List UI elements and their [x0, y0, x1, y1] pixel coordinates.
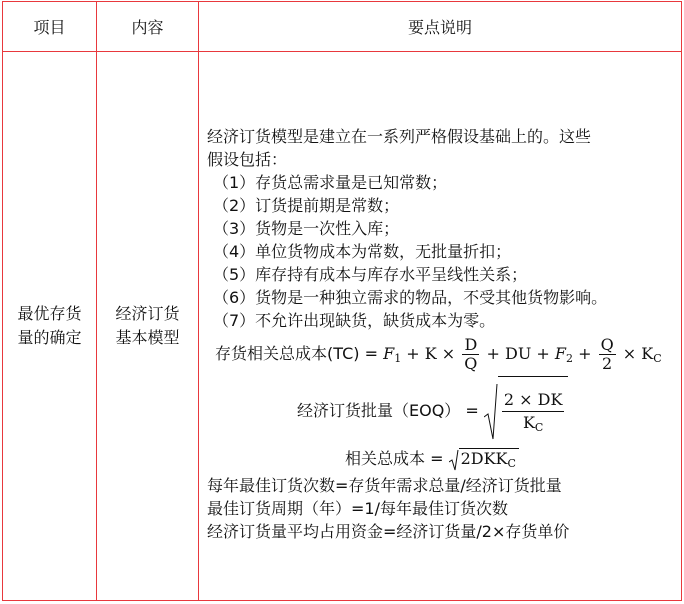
eoq-fraction	[502, 389, 565, 439]
eoq-label: 经济订货批量（EOQ） =	[297, 401, 484, 420]
note-line: 最佳订货周期（年）=1/每年最佳订货次数	[207, 499, 508, 518]
cell-content	[97, 52, 199, 601]
radical-sign-icon	[449, 449, 459, 471]
note-line: 经济订货量平均占用资金=经济订货量/2×存货单价	[207, 522, 570, 541]
frac-numerator: 2 × DK	[502, 389, 565, 412]
header-row	[3, 2, 682, 52]
eoq-table	[2, 1, 682, 601]
frac-denominator: Q	[464, 354, 478, 373]
assumption-5: （5）库存持有成本与库存水平呈线性关系；	[213, 265, 528, 284]
assumption-4: （4）单位货物成本为常数，无批量折扣；	[213, 242, 512, 261]
header-key-points: 要点说明	[199, 2, 682, 52]
assumption-6: （6）货物是一种独立需求的物品，不受其他货物影响。	[213, 288, 608, 307]
tc-fraction-q-over-2	[599, 336, 616, 373]
assumption-2: （2）订货提前期是常数；	[213, 196, 400, 215]
tc-plus: +	[573, 344, 597, 363]
tc-kc-sub: C	[653, 352, 662, 365]
total-cost-formula	[207, 444, 675, 474]
note-line: 每年最佳订货次数=存货年需求总量/经济订货批量	[207, 476, 562, 495]
header-item: 项目	[3, 2, 97, 52]
tc-f1: F	[383, 344, 395, 363]
table-row	[3, 52, 682, 601]
radical-sign-icon	[484, 383, 498, 441]
tc-kc-times: × K	[617, 344, 654, 363]
item-line: 最优存货	[17, 304, 82, 323]
item-line: 量的确定	[17, 328, 82, 347]
assumption-3: （3）货物是一次性入库；	[213, 219, 400, 238]
tc-k-times: + K ×	[401, 344, 461, 363]
content-line: 基本模型	[115, 328, 180, 347]
eoq-sqrt	[484, 376, 569, 447]
tc-f2: F	[554, 344, 566, 363]
intro-line: 假设包括：	[207, 150, 288, 169]
tc-f1-sub: 1	[394, 352, 402, 365]
frac-denominator: 2	[602, 354, 613, 373]
intro-line: 经济订货模型是建立在一系列严格假设基础上的。这些	[207, 127, 592, 146]
frac-denominator: $K_C$	[522, 412, 544, 434]
header-content: 内容	[97, 2, 199, 52]
total-cost-sqrt	[449, 445, 519, 475]
tc-f2-sub: 2	[566, 352, 573, 365]
assumption-7: （7）不允许出现缺货，缺货成本为零。	[213, 311, 496, 330]
tc-label: 存货相关总成本(TC) =	[215, 344, 384, 363]
tc-du: + DU +	[481, 344, 555, 363]
total-cost-label: 相关总成本 =	[345, 449, 449, 468]
tc-formula	[207, 332, 675, 376]
eoq-formula	[207, 376, 675, 444]
frac-numerator: D	[462, 336, 479, 355]
cell-item	[3, 52, 97, 601]
tc-fraction-d-over-q	[462, 336, 479, 373]
total-cost-radicand: $2DKK_C$	[459, 448, 519, 473]
content-line: 经济订货	[115, 304, 180, 323]
assumption-1: （1）存货总需求量是已知常数；	[213, 173, 448, 192]
frac-numerator: Q	[600, 335, 614, 354]
cell-key-points	[199, 52, 682, 601]
